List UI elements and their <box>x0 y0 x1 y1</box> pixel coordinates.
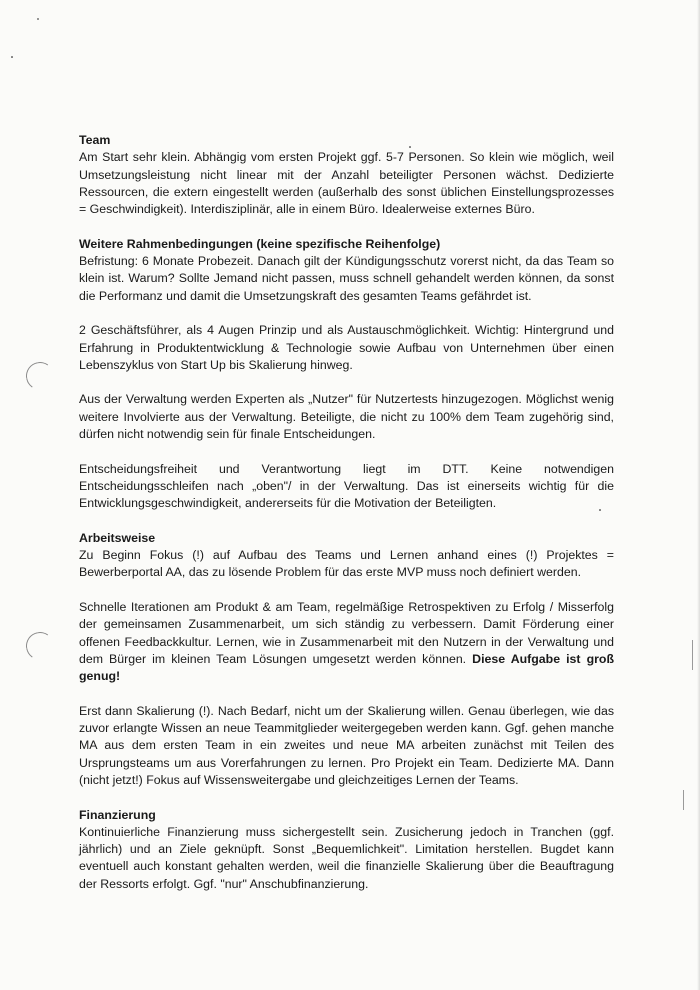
page-edge-mark <box>683 790 684 810</box>
paragraph-befristung: Befristung: 6 Monate Probezeit. Danach gilt der Kündigungsschutz vorerst nicht, da das Team so klein ist. Warum? Sollte Jemand nicht passen, muss schnell gehandelt werden können, da sonst die Performanz und damit die Umsetzungskraft des gesamten Teams gefährdet ist. <box>79 254 614 303</box>
paragraph-finanzierung: Kontinuierliche Finanzierung muss sichergestellt sein. Zusicherung jedoch in Tranchen (ggf. jährlich) und an Ziele geknüpft. Sonst „Bequemlichkeit". Limitation herstellen. Bugdet kann eventuell auch konstant gehalten werden, weil die finanzielle Skalierung über die Beauftragung der Ressorts erfolgt. Ggf. "nur" Anschubfinanzierung. <box>79 824 614 891</box>
section-heading-finanzierung: Finanzierung <box>79 807 156 822</box>
section-heading-arbeitsweise: Arbeitsweise <box>79 530 156 545</box>
document-body <box>79 132 614 893</box>
punch-hole-mark <box>24 360 56 392</box>
section-heading-rahmenbedingungen: Weitere Rahmenbedingungen (keine spezifische Reihenfolge) <box>79 236 441 251</box>
paragraph-team: Am Start sehr klein. Abhängig vom ersten Projekt ggf. 5-7 Personen. So klein wie möglich, weil Umsetzungsleistung nicht linear mit der Anzahl beteiligter Personen wächst. Dedizierte Ressourcen, die extern eingestellt werden (außerhalb des sonst üblichen Einstellungsprozesses = Geschwindigkeit). Interdisziplinär, alle in einem Büro. Idealerweise externes Büro. <box>79 150 614 217</box>
section-heading-team: Team <box>79 133 111 147</box>
paragraph-fokus: Zu Beginn Fokus (!) auf Aufbau des Teams und Lernen anhand eines (!) Projektes = Bewerberportal AA, das zu lösende Problem für das erste MVP muss noch definiert werden. <box>79 548 614 580</box>
paragraph-iterationen <box>79 599 614 685</box>
scan-speck <box>37 18 39 20</box>
page-edge-mark <box>692 640 693 670</box>
paragraph-skalierung: Erst dann Skalierung (!). Nach Bedarf, nicht um der Skalierung willen. Genau überlegen, wie das zuvor erlangte Wissen an neue Teammitglieder weitergegeben werden kann. Ggf. gehen manche MA aus dem ersten Team in ein zweites und neue MA arbeiten zunächst mit Teilen des Ursprungsteams um aus Vorerfahrungen zu lernen. Pro Projekt ein Team. Dedizierte MA. Dann (nicht jetzt!) Fokus auf Wissensweitergabe und gleichzeitiges Lernen der Teams. <box>79 703 614 787</box>
scan-speck <box>11 56 13 58</box>
paragraph-geschaeftsfuehrer: 2 Geschäftsführer, als 4 Augen Prinzip und als Austauschmöglichkeit. Wichtig: Hintergrund und Erfahrung in Produktentwicklung & Technologie sowie Aufbau von Unternehmen über einen Lebenszyklus von Start Up bis Skalierung hinweg. <box>79 323 614 372</box>
emphasis-text: Diese Aufgabe ist groß genug! <box>79 651 614 684</box>
paragraph-entscheidungsfreiheit: Entscheidungsfreiheit und Verantwortung liegt im DTT. Keine notwendigen Entscheidungsschleifen nach „oben"/ in der Verwaltung. Das ist einerseits wichtig für die Entwicklungsgeschwindigkeit, andererseits für die Motivation der Beteiligten. <box>79 461 614 511</box>
iterationen-text: Schnelle Iterationen am Produkt & am Team, regelmäßige Retrospektiven zu Erfolg / Misserfolg der gemeinsamen Zusammenarbeit, um sich ständig zu verbessern. Damit Förderung einer offenen Feedbackkultur. Lernen, wie in Zusammenarbeit mit den Nutzern in der Verwaltung und dem Bürger im kleinen Team Lösungen umgesetzt werden können. <box>79 600 614 666</box>
paragraph-verwaltung: Aus der Verwaltung werden Experten als „Nutzer" für Nutzertests hinzugezogen. Möglichst wenig weitere Involvierte aus der Verwaltung. Beteiligte, die nicht zu 100% dem Team zugehörig sind, dürfen nicht notwendig sein für finale Entscheidungen. <box>79 392 614 442</box>
punch-hole-mark <box>24 630 56 662</box>
